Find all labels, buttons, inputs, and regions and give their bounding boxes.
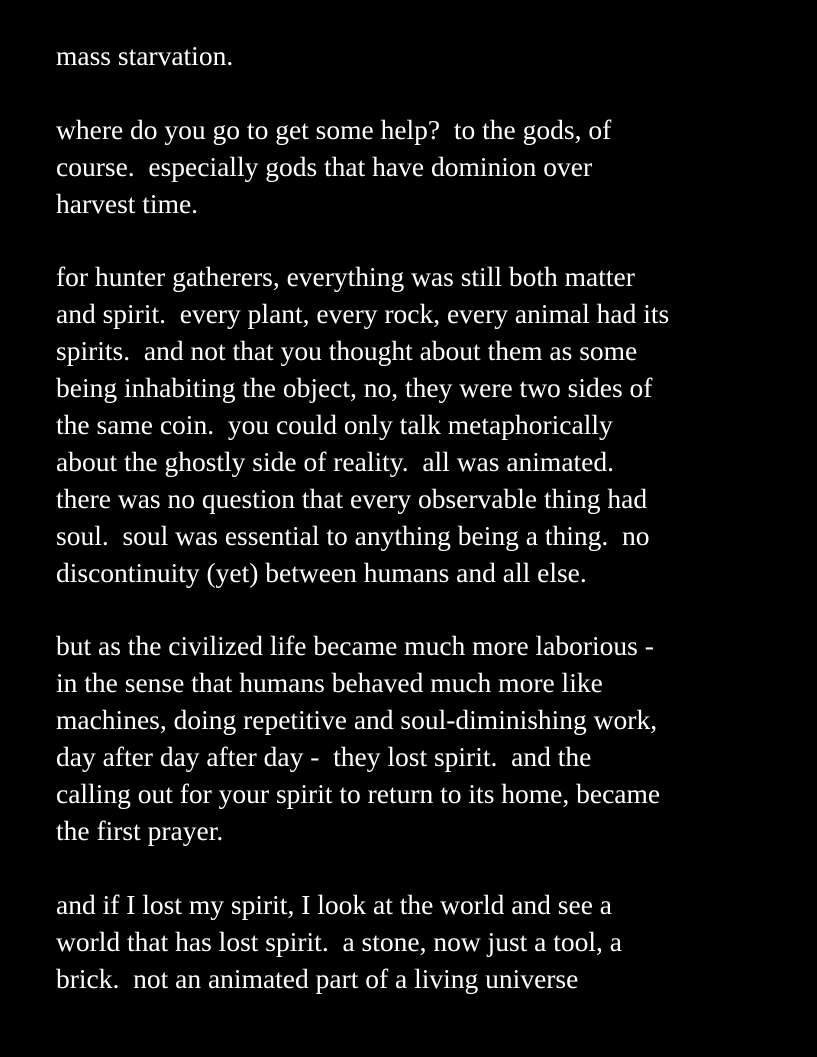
text-line: about the ghostly side of reality. all was animated.: [56, 445, 615, 477]
text-line: but as the civilized life became much more laborious -: [56, 630, 654, 662]
text-line: the first prayer.: [56, 814, 224, 846]
text-line: spirits. and not that you thought about them as some: [56, 335, 638, 367]
text-line: and spirit. every plant, every rock, every animal had its: [56, 298, 670, 330]
text-line: there was no question that every observable thing had: [56, 482, 648, 514]
text-line: mass starvation.: [56, 40, 234, 71]
paragraph-1: [56, 38, 797, 75]
text-line: calling out for your spirit to return to its home, became: [56, 778, 661, 810]
text-line: soul. soul was essential to anything being a thing. no: [56, 519, 650, 551]
text-line: machines, doing repetitive and soul-diminishing work,: [56, 704, 658, 736]
text-line: brick. not an animated part of a living universe: [56, 962, 579, 994]
paragraph-5: [56, 887, 797, 998]
text-line: world that has lost spirit. a stone, now just a tool, a: [56, 925, 622, 957]
text-line: being inhabiting the object, no, they were two sides of: [56, 372, 653, 404]
text-line: for hunter gatherers, everything was still both matter: [56, 261, 635, 293]
paragraph-4: [56, 628, 797, 849]
paragraph-2: [56, 112, 797, 223]
text-line: where do you go to get some help? to the gods, of: [56, 113, 612, 145]
text-line: course. especially gods that have dominion over: [56, 150, 593, 182]
text-line: discontinuity (yet) between humans and all else.: [56, 556, 587, 588]
text-line: the same coin. you could only talk metaphorically: [56, 409, 613, 441]
text-line: and if I lost my spirit, I look at the world and see a: [56, 888, 612, 920]
paragraph-3: [56, 259, 797, 591]
text-line: harvest time.: [56, 187, 199, 219]
text-line: day after day after day - they lost spirit. and the: [56, 741, 592, 773]
text-line: in the sense that humans behaved much more like: [56, 667, 603, 699]
